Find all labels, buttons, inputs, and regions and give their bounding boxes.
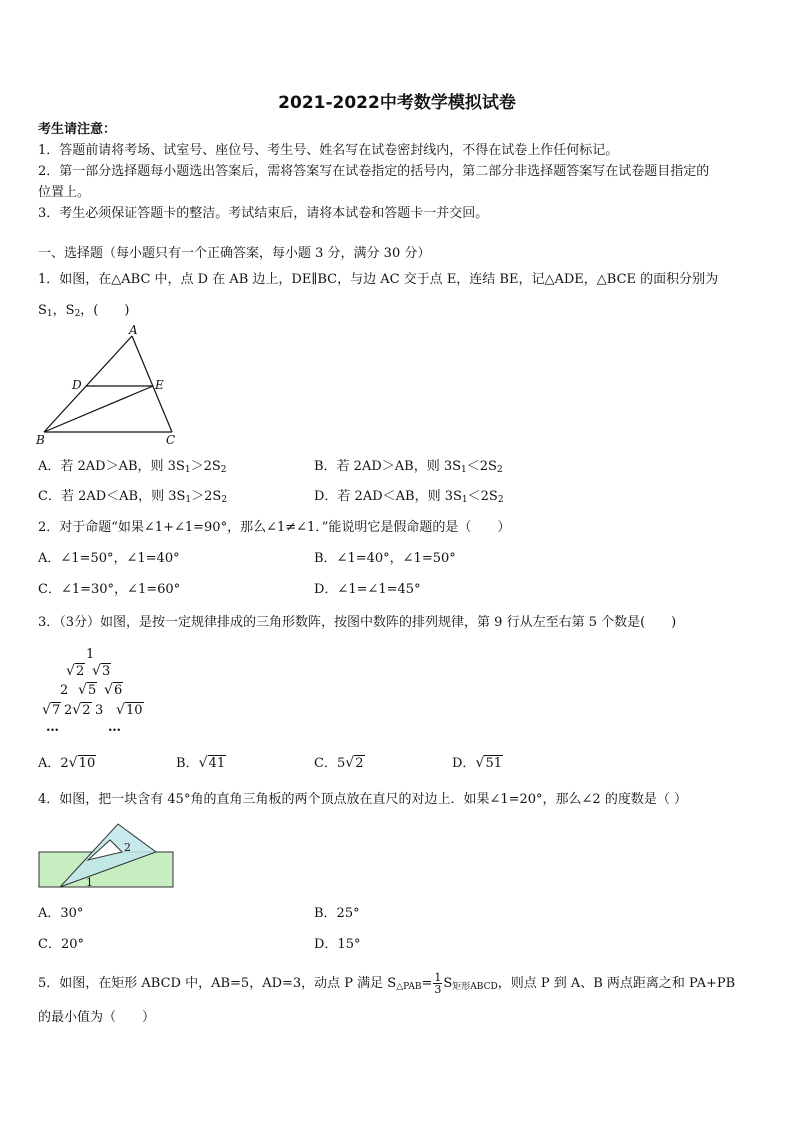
q1-triangle-figure xyxy=(36,323,186,447)
q5-stem: 5．如图，在矩形 ABCD 中，AB=5，AD=3，动点 P 满足 $S_{\triangle PAB}=$ $\frac{1}{3}$ $S_{矩形ABCD}$，则点 P 到 A、B 两点距离之和 PA+PB xyxy=(38,971,736,996)
notice-item: 3．考生必须保证答题卡的整洁。考试结束后，请将本试卷和答题卡一并交回。 xyxy=(38,206,489,221)
label-b: B xyxy=(36,433,45,447)
q2-option-a: A．∠1=50°，∠1=40° xyxy=(38,551,180,566)
q3-option-b: B．√ 41 xyxy=(176,756,226,772)
q4-option-d: D．15° xyxy=(314,937,361,952)
angle-1-label: 1 xyxy=(86,876,93,889)
q2-option-d: D．∠1=∠1=45° xyxy=(314,582,421,597)
label-c: C xyxy=(166,433,176,447)
q4-stem: 4．如图，把一块含有 45°角的直角三角板的两个顶点放在直尺的对边上．如果∠1=20°，那么∠2 的度数是（ ） xyxy=(38,792,687,807)
label-a: A xyxy=(129,323,138,337)
q2-option-c: C．∠1=30°，∠1=60° xyxy=(38,582,181,597)
q1-option-c: C．若 2AD＜AB，则 $3S_1>2S_2$ xyxy=(38,489,228,505)
notice-heading: 考生请注意： xyxy=(38,122,117,137)
q1-option-a: A．若 2AD＞AB，则 $3S_1>2S_2$ xyxy=(38,459,227,475)
q1-stem: 1．如图，在△ABC 中，点 D 在 AB 边上，DE∥BC，与边 AC 交于点 E，连结 BE，记△ADE，△BCE 的面积分别为 xyxy=(38,272,719,287)
q4-ruler-triangle-figure xyxy=(38,822,178,890)
notice-item: 1．答题前请将考场、试室号、座位号、考生号、姓名写在试卷密封线内，不得在试卷上作任何标记。 xyxy=(38,143,619,158)
q4-option-a: A．30° xyxy=(38,906,84,921)
label-d: D xyxy=(72,378,82,392)
q1-option-d: D．若 2AD＜AB，则 $3S_1<2S_2$ xyxy=(314,489,504,505)
q2-option-b: B．∠1=40°，∠1=50° xyxy=(314,551,456,566)
page-title: 2021-2022中考数学模拟试卷 xyxy=(278,93,516,113)
q1-option-b: B．若 2AD＞AB，则 $3S_1<2S_2$ xyxy=(314,459,503,475)
q3-stem: 3．（3分）如图，是按一定规律排成的三角形数阵，按图中数阵的排列规律，第 9 行从左至右第 5 个数是( ) xyxy=(38,615,677,630)
notice-item: 位置上。 xyxy=(38,185,91,200)
notice-item: 2．第一部分选择题每小题选出答案后，需将答案写在试卷指定的括号内，第二部分非选择题答案写在试卷题目指定的 xyxy=(38,164,710,179)
angle-2-label: 2 xyxy=(124,841,131,854)
q3-option-d: D．√ 51 xyxy=(452,756,503,772)
q5-stem-line2: 的最小值为（ ） xyxy=(38,1010,156,1025)
q1-stem-line2: $S_1$，$S_2$，( ) xyxy=(38,303,130,319)
section-heading: 一、选择题（每小题只有一个正确答案，每小题 3 分，满分 30 分） xyxy=(38,246,431,261)
q4-option-b: B．25° xyxy=(314,906,360,921)
q2-stem: 2．对于命题“如果∠1+∠1=90°，那么∠1≠∠1．”能说明它是假命题的是（ ） xyxy=(38,520,511,535)
label-e: E xyxy=(155,378,164,392)
q3-option-c: C．5√ 2 xyxy=(314,756,365,772)
q4-option-c: C．20° xyxy=(38,937,84,952)
q3-option-a: A．2√ 10 xyxy=(38,756,96,772)
